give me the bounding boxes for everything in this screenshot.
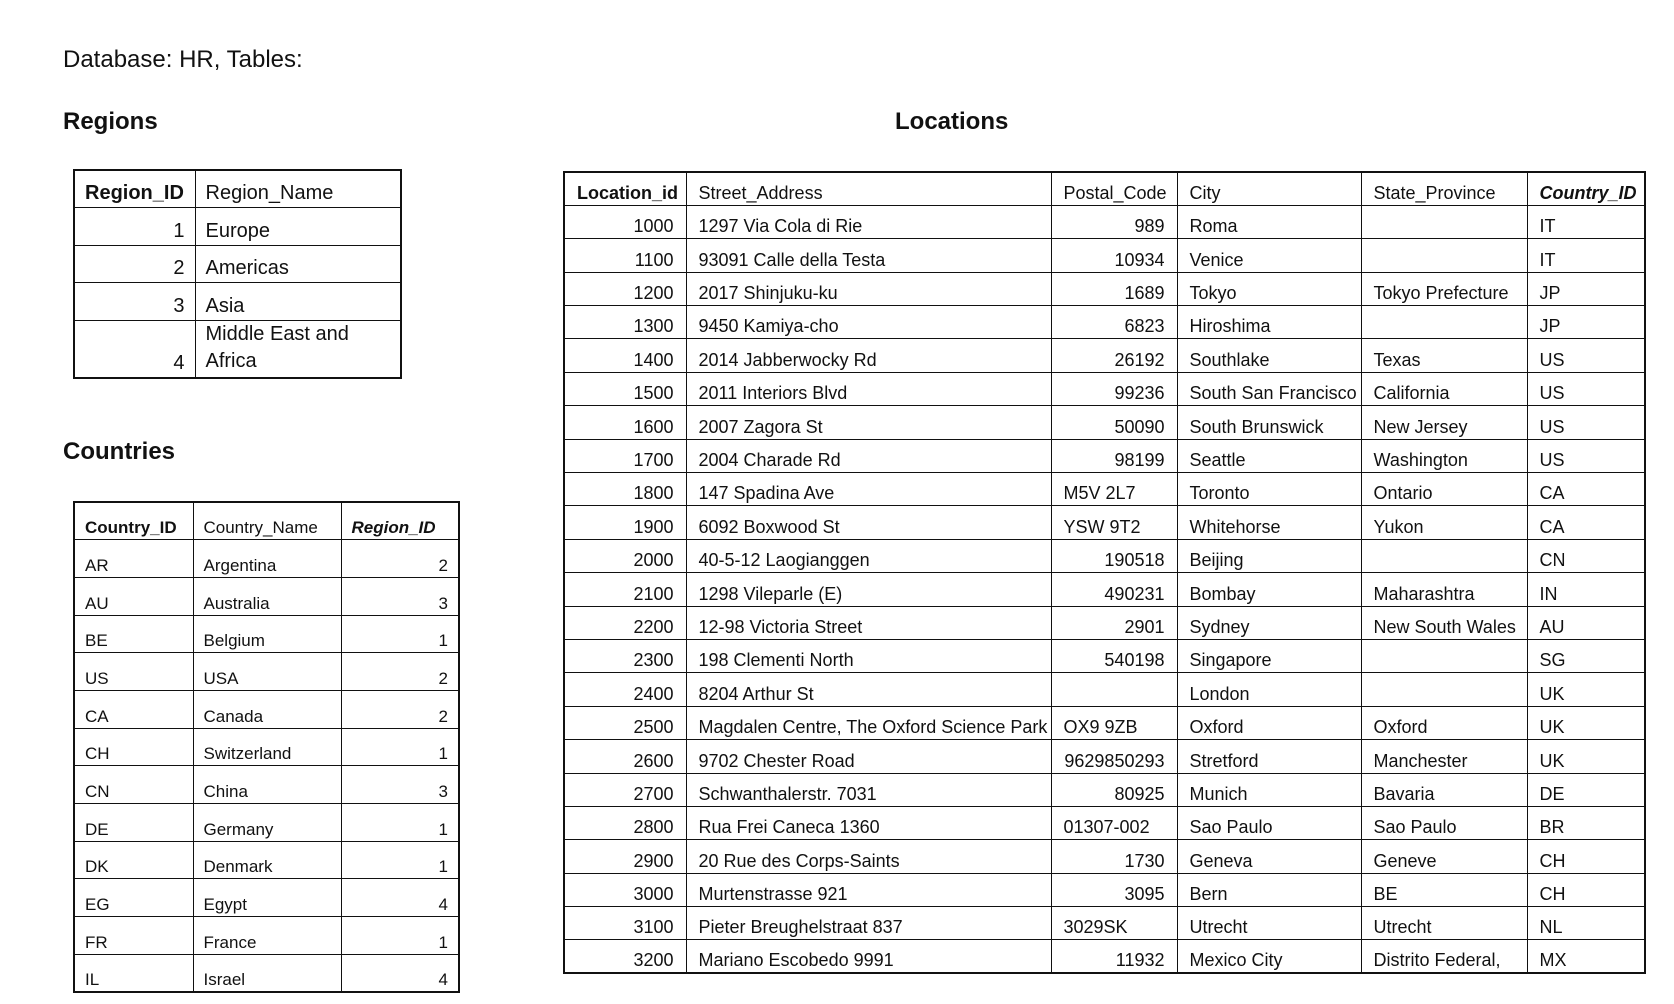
country-id-cell: IN [1527, 573, 1645, 606]
country-id-cell: UK [1527, 740, 1645, 773]
table-row [74, 879, 459, 917]
city-cell: Hiroshima [1177, 306, 1361, 339]
location-id-cell: 3200 [564, 940, 686, 973]
region-id-cell: 2 [341, 540, 459, 578]
column-header: City [1177, 172, 1361, 205]
region-name-cell: Asia [195, 283, 401, 321]
table-row [564, 272, 1645, 305]
country-name-cell: Switzerland [193, 728, 341, 766]
region-name-cell: Americas [195, 245, 401, 283]
country-id-cell: EG [74, 879, 193, 917]
state-province-cell: Sao Paulo [1361, 806, 1527, 839]
location-id-cell: 1800 [564, 473, 686, 506]
column-header: Region_ID [74, 170, 195, 208]
location-id-cell: 2100 [564, 573, 686, 606]
country-name-cell: USA [193, 653, 341, 691]
country-id-cell: CH [74, 728, 193, 766]
city-cell: Sao Paulo [1177, 806, 1361, 839]
city-cell: South Brunswick [1177, 406, 1361, 439]
postal-code-cell: 3095 [1051, 873, 1177, 906]
country-id-cell: DE [1527, 773, 1645, 806]
street-address-cell: 40-5-12 Laogianggen [686, 539, 1051, 572]
region-id-cell: 4 [341, 879, 459, 917]
region-id-cell: 1 [341, 728, 459, 766]
table-row [564, 840, 1645, 873]
location-id-cell: 2500 [564, 706, 686, 739]
country-id-cell: AU [74, 577, 193, 615]
table-row [564, 239, 1645, 272]
postal-code-cell: 11932 [1051, 940, 1177, 973]
table-row [564, 806, 1645, 839]
country-id-cell: AR [74, 540, 193, 578]
table-row [564, 406, 1645, 439]
column-header: Region_ID [341, 502, 459, 540]
locations-table [563, 171, 1646, 974]
country-name-cell: China [193, 766, 341, 804]
country-id-cell: AU [1527, 606, 1645, 639]
city-cell: Beijing [1177, 539, 1361, 572]
table-row [564, 573, 1645, 606]
column-header: Street_Address [686, 172, 1051, 205]
postal-code-cell: 540198 [1051, 639, 1177, 672]
postal-code-cell: 1730 [1051, 840, 1177, 873]
country-id-cell: BE [74, 615, 193, 653]
postal-code-cell: 26192 [1051, 339, 1177, 372]
country-name-cell: Denmark [193, 841, 341, 879]
city-cell: Tokyo [1177, 272, 1361, 305]
table-row [74, 954, 459, 992]
location-id-cell: 2700 [564, 773, 686, 806]
postal-code-cell: 2901 [1051, 606, 1177, 639]
country-id-cell: CA [1527, 473, 1645, 506]
region-id-cell: 1 [341, 804, 459, 842]
table-row [564, 673, 1645, 706]
region-id-cell: 2 [74, 245, 195, 283]
table-row [74, 615, 459, 653]
city-cell: Bombay [1177, 573, 1361, 606]
state-province-cell: Yukon [1361, 506, 1527, 539]
street-address-cell: 9450 Kamiya-cho [686, 306, 1051, 339]
street-address-cell: 2007 Zagora St [686, 406, 1051, 439]
state-province-cell [1361, 306, 1527, 339]
city-cell: Sydney [1177, 606, 1361, 639]
country-name-cell: Australia [193, 577, 341, 615]
column-header: Location_id [564, 172, 686, 205]
state-province-cell: Tokyo Prefecture [1361, 272, 1527, 305]
postal-code-cell: M5V 2L7 [1051, 473, 1177, 506]
city-cell: Roma [1177, 205, 1361, 238]
region-name-cell: Middle East and Africa [195, 320, 401, 378]
street-address-cell: 9702 Chester Road [686, 740, 1051, 773]
state-province-cell: BE [1361, 873, 1527, 906]
state-province-cell: Ontario [1361, 473, 1527, 506]
location-id-cell: 3000 [564, 873, 686, 906]
street-address-cell: 2011 Interiors Blvd [686, 372, 1051, 405]
table-row [74, 577, 459, 615]
country-name-cell: Egypt [193, 879, 341, 917]
country-id-cell: US [1527, 372, 1645, 405]
city-cell: Toronto [1177, 473, 1361, 506]
location-id-cell: 2200 [564, 606, 686, 639]
country-id-cell: IT [1527, 205, 1645, 238]
country-id-cell: JP [1527, 272, 1645, 305]
state-province-cell [1361, 205, 1527, 238]
location-id-cell: 1300 [564, 306, 686, 339]
region-id-cell: 2 [341, 653, 459, 691]
country-id-cell: CA [1527, 506, 1645, 539]
table-row [564, 740, 1645, 773]
street-address-cell: 6092 Boxwood St [686, 506, 1051, 539]
city-cell: Stretford [1177, 740, 1361, 773]
country-id-cell: US [74, 653, 193, 691]
table-row [564, 539, 1645, 572]
location-id-cell: 2600 [564, 740, 686, 773]
state-province-cell [1361, 539, 1527, 572]
table-row [564, 339, 1645, 372]
country-id-cell: IT [1527, 239, 1645, 272]
state-province-cell: Geneve [1361, 840, 1527, 873]
street-address-cell: 2004 Charade Rd [686, 439, 1051, 472]
regions-table [73, 169, 402, 379]
state-province-cell: Utrecht [1361, 907, 1527, 940]
location-id-cell: 1700 [564, 439, 686, 472]
table-row [564, 873, 1645, 906]
postal-code-cell: 80925 [1051, 773, 1177, 806]
street-address-cell: 8204 Arthur St [686, 673, 1051, 706]
country-name-cell: France [193, 917, 341, 955]
location-id-cell: 2000 [564, 539, 686, 572]
region-id-cell: 1 [341, 841, 459, 879]
table-row [564, 306, 1645, 339]
country-name-cell: Germany [193, 804, 341, 842]
street-address-cell: 93091 Calle della Testa [686, 239, 1051, 272]
table-row [74, 283, 401, 321]
city-cell: London [1177, 673, 1361, 706]
state-province-cell: Distrito Federal, [1361, 940, 1527, 973]
location-id-cell: 1400 [564, 339, 686, 372]
country-id-cell: DK [74, 841, 193, 879]
country-id-cell: IL [74, 954, 193, 992]
city-cell: Southlake [1177, 339, 1361, 372]
state-province-cell: Washington [1361, 439, 1527, 472]
postal-code-cell: 490231 [1051, 573, 1177, 606]
postal-code-cell: 190518 [1051, 539, 1177, 572]
country-id-cell: US [1527, 439, 1645, 472]
region-id-cell: 1 [341, 917, 459, 955]
table-row [74, 917, 459, 955]
column-header: State_Province [1361, 172, 1527, 205]
country-id-cell: NL [1527, 907, 1645, 940]
table-row [74, 841, 459, 879]
table-row [74, 653, 459, 691]
street-address-cell: Mariano Escobedo 9991 [686, 940, 1051, 973]
state-province-cell: Texas [1361, 339, 1527, 372]
postal-code-cell: 98199 [1051, 439, 1177, 472]
country-id-cell: CH [1527, 840, 1645, 873]
street-address-cell: 2017 Shinjuku-ku [686, 272, 1051, 305]
region-id-cell: 3 [341, 766, 459, 804]
country-id-cell: CH [1527, 873, 1645, 906]
table-row [74, 728, 459, 766]
country-id-cell: US [1527, 406, 1645, 439]
regions-title: Regions [63, 108, 158, 135]
table-row [74, 804, 459, 842]
country-name-cell: Belgium [193, 615, 341, 653]
country-id-cell: CN [1527, 539, 1645, 572]
state-province-cell [1361, 639, 1527, 672]
country-id-cell: US [1527, 339, 1645, 372]
street-address-cell: 147 Spadina Ave [686, 473, 1051, 506]
table-row [564, 706, 1645, 739]
state-province-cell: New South Wales [1361, 606, 1527, 639]
country-id-cell: DE [74, 804, 193, 842]
postal-code-cell: 989 [1051, 205, 1177, 238]
region-id-cell: 3 [74, 283, 195, 321]
location-id-cell: 1500 [564, 372, 686, 405]
street-address-cell: 1298 Vileparle (E) [686, 573, 1051, 606]
table-row [564, 439, 1645, 472]
location-id-cell: 1000 [564, 205, 686, 238]
table-row [74, 766, 459, 804]
state-province-cell: Oxford [1361, 706, 1527, 739]
state-province-cell: Maharashtra [1361, 573, 1527, 606]
country-id-cell: MX [1527, 940, 1645, 973]
location-id-cell: 3100 [564, 907, 686, 940]
locations-body [564, 205, 1645, 973]
postal-code-cell: 50090 [1051, 406, 1177, 439]
location-id-cell: 2800 [564, 806, 686, 839]
postal-code-cell: YSW 9T2 [1051, 506, 1177, 539]
table-row [564, 907, 1645, 940]
street-address-cell: 12-98 Victoria Street [686, 606, 1051, 639]
street-address-cell: Murtenstrasse 921 [686, 873, 1051, 906]
street-address-cell: 20 Rue des Corps-Saints [686, 840, 1051, 873]
column-header: Country_ID [74, 502, 193, 540]
city-cell: Seattle [1177, 439, 1361, 472]
street-address-cell: Magdalen Centre, The Oxford Science Park [686, 706, 1051, 739]
city-cell: Mexico City [1177, 940, 1361, 973]
location-id-cell: 1600 [564, 406, 686, 439]
table-row [74, 540, 459, 578]
column-header: Country_Name [193, 502, 341, 540]
table-row [564, 773, 1645, 806]
table-row [74, 690, 459, 728]
state-province-cell: New Jersey [1361, 406, 1527, 439]
city-cell: Whitehorse [1177, 506, 1361, 539]
postal-code-cell: 6823 [1051, 306, 1177, 339]
country-id-cell: BR [1527, 806, 1645, 839]
table-row [564, 639, 1645, 672]
table-row [74, 245, 401, 283]
region-id-cell: 4 [341, 954, 459, 992]
state-province-cell [1361, 673, 1527, 706]
region-name-cell: Europe [195, 208, 401, 246]
location-id-cell: 2300 [564, 639, 686, 672]
postal-code-cell: 1689 [1051, 272, 1177, 305]
city-cell: Bern [1177, 873, 1361, 906]
column-header: Country_ID [1527, 172, 1645, 205]
city-cell: South San Francisco [1177, 372, 1361, 405]
city-cell: Singapore [1177, 639, 1361, 672]
region-id-cell: 4 [74, 320, 195, 378]
table-header-row [564, 172, 1645, 205]
country-id-cell: JP [1527, 306, 1645, 339]
table-row [564, 473, 1645, 506]
locations-title: Locations [895, 108, 1009, 135]
country-name-cell: Canada [193, 690, 341, 728]
city-cell: Geneva [1177, 840, 1361, 873]
location-id-cell: 2900 [564, 840, 686, 873]
street-address-cell: 2014 Jabberwocky Rd [686, 339, 1051, 372]
street-address-cell: 198 Clementi North [686, 639, 1051, 672]
country-id-cell: SG [1527, 639, 1645, 672]
location-id-cell: 2400 [564, 673, 686, 706]
region-id-cell: 3 [341, 577, 459, 615]
country-name-cell: Israel [193, 954, 341, 992]
country-id-cell: CA [74, 690, 193, 728]
street-address-cell: 1297 Via Cola di Rie [686, 205, 1051, 238]
postal-code-cell: 01307-002 [1051, 806, 1177, 839]
table-row [74, 208, 401, 246]
table-row [564, 205, 1645, 238]
country-id-cell: UK [1527, 706, 1645, 739]
city-cell: Munich [1177, 773, 1361, 806]
table-header-row [74, 170, 401, 208]
city-cell: Venice [1177, 239, 1361, 272]
street-address-cell: Rua Frei Caneca 1360 [686, 806, 1051, 839]
state-province-cell: California [1361, 372, 1527, 405]
city-cell: Utrecht [1177, 907, 1361, 940]
countries-title: Countries [63, 438, 176, 465]
city-cell: Oxford [1177, 706, 1361, 739]
table-row [564, 372, 1645, 405]
column-header: Postal_Code [1051, 172, 1177, 205]
country-id-cell: FR [74, 917, 193, 955]
table-row [564, 606, 1645, 639]
state-province-cell: Manchester [1361, 740, 1527, 773]
location-id-cell: 1200 [564, 272, 686, 305]
country-name-cell: Argentina [193, 540, 341, 578]
table-row [564, 940, 1645, 973]
country-id-cell: UK [1527, 673, 1645, 706]
countries-table [73, 501, 460, 993]
region-id-cell: 2 [341, 690, 459, 728]
location-id-cell: 1100 [564, 239, 686, 272]
countries-body [74, 540, 459, 992]
table-row [564, 506, 1645, 539]
postal-code-cell [1051, 673, 1177, 706]
location-id-cell: 1900 [564, 506, 686, 539]
page-heading: Database: HR, Tables: [63, 46, 303, 73]
table-row [74, 320, 401, 378]
postal-code-cell: OX9 9ZB [1051, 706, 1177, 739]
postal-code-cell: 99236 [1051, 372, 1177, 405]
street-address-cell: Schwanthalerstr. 7031 [686, 773, 1051, 806]
column-header: Region_Name [195, 170, 401, 208]
state-province-cell [1361, 239, 1527, 272]
postal-code-cell: 10934 [1051, 239, 1177, 272]
region-id-cell: 1 [341, 615, 459, 653]
region-id-cell: 1 [74, 208, 195, 246]
state-province-cell: Bavaria [1361, 773, 1527, 806]
table-header-row [74, 502, 459, 540]
postal-code-cell: 3029SK [1051, 907, 1177, 940]
street-address-cell: Pieter Breughelstraat 837 [686, 907, 1051, 940]
country-id-cell: CN [74, 766, 193, 804]
postal-code-cell: 9629850293 [1051, 740, 1177, 773]
